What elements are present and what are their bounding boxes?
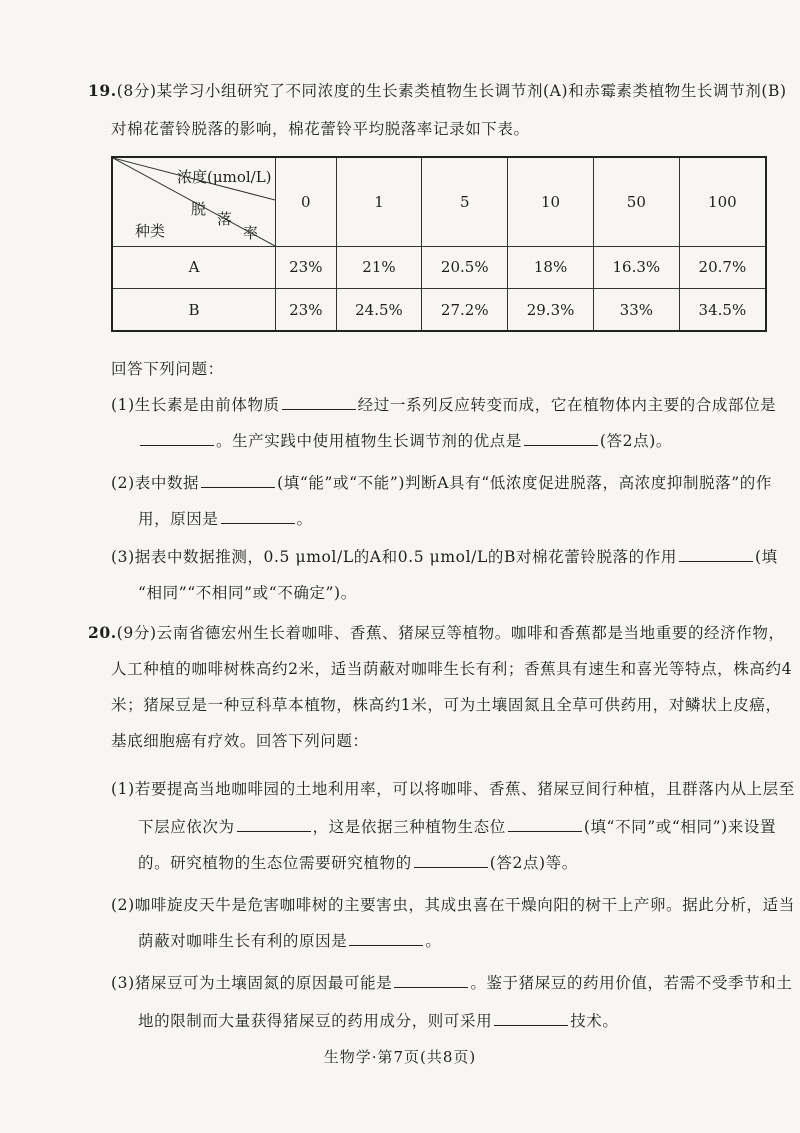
q20-part1-line3 — [138, 852, 578, 874]
q20-part2-line2 — [138, 930, 441, 952]
header-lv: 率 — [243, 224, 259, 242]
table-cell: 23% — [276, 246, 337, 288]
answer-blank[interactable] — [524, 430, 598, 446]
q19-stem-line2: 对棉花蕾铃脱落的影响，棉花蕾铃平均脱落率记录如下表。 — [111, 120, 530, 138]
q20-stem-line2: 人工种植的咖啡树株高约2米，适当荫蔽对咖啡生长有利；香蕉具有速生和喜光等特点，株高约4 — [111, 660, 793, 678]
header-tuo: 脱 — [191, 200, 207, 218]
q19-number: 19. — [88, 81, 117, 100]
table-cell: 20.5% — [422, 246, 508, 288]
table-cell: 18% — [508, 246, 594, 288]
table-cell: 24.5% — [336, 289, 422, 332]
q19-p1-text-c: 。生产实践中使用植物生长调节剂的优点是 — [216, 432, 522, 450]
q19-p1-text-a: (1)生长素是由前体物质 — [111, 396, 280, 414]
q20-p3-text-a: (3)猪屎豆可为土壤固氮的原因最可能是 — [111, 974, 393, 992]
q19-p3-text-b: (填 — [754, 548, 778, 566]
q19-p2-text-b: (填“能”或“不能”)判断A具有“低浓度促进脱落，高浓度抑制脱落”的作 — [277, 474, 772, 492]
answer-blank[interactable] — [237, 816, 311, 832]
table-cell: 21% — [336, 246, 422, 288]
q20-p1-text-e: 的。研究植物的生态位需要研究植物的 — [138, 854, 412, 872]
answer-blank[interactable] — [679, 546, 753, 562]
col-header: 0 — [276, 157, 337, 246]
answer-blank[interactable] — [140, 430, 214, 446]
q20-p3-text-b: 。鉴于猪屎豆的药用价值，若需不受季节和土 — [470, 974, 793, 992]
q19-part3-line1 — [111, 546, 778, 568]
q20-stem-line3: 米；猪屎豆是一种豆科草本植物，株高约1米，可为土壤固氮且全草可供药用，对鳞状上皮癌， — [111, 696, 782, 714]
q20-p3-text-c: 地的限制而大量获得猪屎豆的药用成分，则可采用 — [138, 1012, 493, 1030]
q19-part1-line1 — [111, 394, 776, 416]
q19-stem-line1 — [88, 80, 787, 102]
q19-part2-line1 — [111, 472, 772, 494]
table-cell: 16.3% — [593, 246, 679, 288]
table-row — [112, 246, 766, 288]
answer-blank[interactable] — [508, 816, 582, 832]
q20-part3-line1 — [111, 972, 792, 994]
q20-p1-text-b: 下层应依次为 — [138, 818, 235, 836]
q20-p1-text-f: (答2点)等。 — [489, 854, 578, 872]
table-cell: 27.2% — [422, 289, 508, 332]
q20-number: 20. — [88, 623, 117, 642]
q19-part2-line2 — [138, 508, 313, 530]
q19-p1-text-d: (答2点)。 — [599, 432, 672, 450]
q19-part3-line2: “相同”“不相同”或“不确定”)。 — [138, 584, 357, 602]
answer-blank[interactable] — [494, 1010, 568, 1026]
answer-blank[interactable] — [282, 394, 356, 410]
header-luo: 落 — [217, 210, 233, 228]
answer-blank[interactable] — [349, 930, 423, 946]
q19-p2-text-a: (2)表中数据 — [111, 474, 200, 492]
q19-p3-text-a: (3)据表中数据推测，0.5 μmol/L的A和0.5 μmol/L的B对棉花蕾铃脱落的作用 — [111, 548, 677, 566]
q19-p1-text-b: 经过一系列反应转变而成，它在植物体内主要的合成部位是 — [357, 396, 777, 414]
q20-p3-text-d: 技术。 — [570, 1012, 619, 1030]
q19-stem1: (8分)某学习小组研究了不同浓度的生长素类植物生长调节剂(A)和赤霉素类植物生长调节剂(B) — [116, 82, 787, 100]
q19-p2-text-d: 。 — [296, 510, 313, 528]
table-cell: 20.7% — [679, 246, 766, 288]
q20-part1-line2 — [138, 816, 776, 838]
col-header: 50 — [593, 157, 679, 246]
q20-s1: (9分)云南省德宏州生长着咖啡、香蕉、猪屎豆等植物。咖啡和香蕉都是当地重要的经济作物， — [116, 624, 785, 642]
header-type: 种类 — [135, 222, 166, 240]
q20-part2-line1: (2)咖啡旋皮天牛是危害咖啡树的主要害虫，其成虫喜在干燥向阳的树干上产卵。据此分析，适当 — [111, 896, 795, 914]
col-header: 1 — [336, 157, 422, 246]
q19-p2-text-c: 用，原因是 — [138, 510, 219, 528]
table-cell: 34.5% — [679, 289, 766, 332]
col-header: 100 — [679, 157, 766, 246]
table-row — [112, 289, 766, 332]
q19-part1-line2 — [138, 430, 672, 452]
header-concentration: 浓度(μmol/L) — [177, 168, 272, 186]
answer-blank[interactable] — [394, 972, 468, 988]
col-header: 5 — [422, 157, 508, 246]
table-header-diagonal-cell — [112, 157, 276, 246]
answer-blank[interactable] — [201, 472, 275, 488]
q19-data-table — [111, 156, 767, 332]
q20-stem-line1 — [88, 622, 785, 644]
page-footer: 生物学·第7页(共8页) — [323, 1048, 477, 1066]
answer-blank[interactable] — [414, 852, 488, 868]
q20-p1-text-d: (填“不同”或“相同”)来设置 — [583, 818, 777, 836]
q20-part3-line2 — [138, 1010, 619, 1032]
q20-stem-line4: 基底细胞癌有疗效。回答下列问题： — [111, 732, 369, 750]
table-cell: 33% — [593, 289, 679, 332]
answer-blank[interactable] — [221, 508, 295, 524]
table-cell: 23% — [276, 289, 337, 332]
table-cell: 29.3% — [508, 289, 594, 332]
q20-p2-text-c: 。 — [425, 932, 442, 950]
col-header: 10 — [508, 157, 594, 246]
q20-part1-line1: (1)若要提高当地咖啡园的土地利用率，可以将咖啡、香蕉、猪屎豆间行种植，且群落内从上层至 — [111, 780, 795, 798]
row-label: A — [112, 246, 276, 288]
q20-p2-text-b: 荫蔽对咖啡生长有利的原因是 — [138, 932, 348, 950]
row-label: B — [112, 289, 276, 332]
q20-p1-text-c: ，这是依据三种植物生态位 — [312, 818, 506, 836]
q19-prompt: 回答下列问题： — [111, 360, 224, 378]
